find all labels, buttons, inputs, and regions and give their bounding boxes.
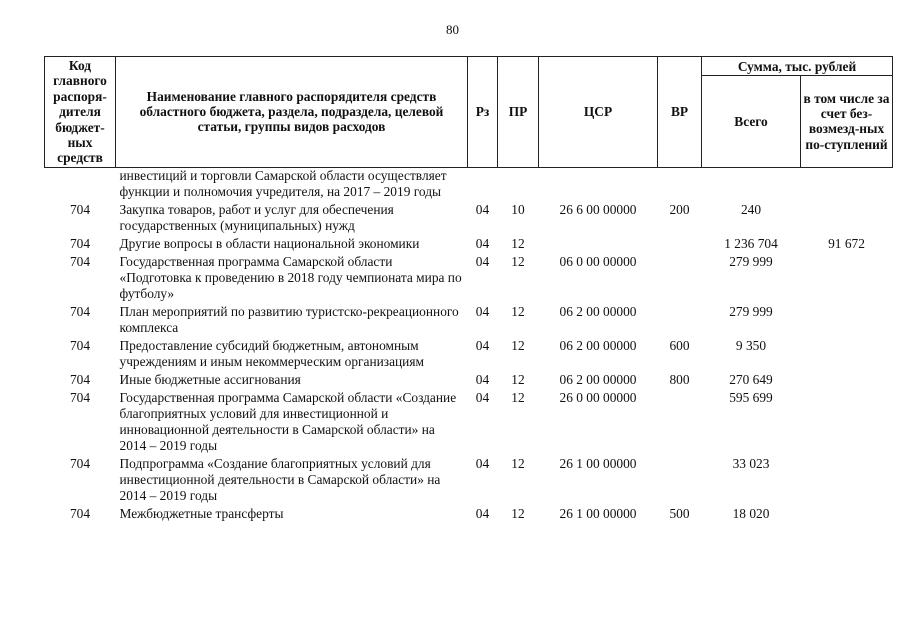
cell-csr: 06 2 00 00000 <box>559 371 637 387</box>
table-row <box>45 506 893 524</box>
cell-vr <box>658 456 702 506</box>
cell-csr: 26 1 00 00000 <box>559 455 637 471</box>
cell-pr: 12 <box>511 371 525 387</box>
cell-name: Государственная программа Самарской области «Создание благоприятных условий для инвестиционной и инновационной деятельности в Самарской области» на 2014 – 2019 годы <box>119 389 457 453</box>
cell-name: Закупка товаров, работ и услуг для обеспечения государственных (муниципальных) нужд <box>119 201 394 233</box>
header-vr: ВР <box>658 57 702 168</box>
table-row <box>45 236 893 254</box>
cell-pr: 12 <box>511 235 525 251</box>
cell-total: 1 236 704 <box>724 235 778 251</box>
page-number: 80 <box>446 22 459 37</box>
budget-table <box>44 56 893 524</box>
header-csr: ЦСР <box>539 57 658 168</box>
cell-vr <box>658 254 702 304</box>
cell-free: 91 672 <box>828 235 865 251</box>
cell-rz: 04 <box>475 303 490 319</box>
cell-rz: 04 <box>475 337 490 353</box>
header-free: в том числе за счет без-возмезд-ных по-ступлений <box>801 76 893 168</box>
cell-vr <box>658 167 702 202</box>
cell-code: 704 <box>69 201 91 217</box>
table-row <box>45 372 893 390</box>
cell-name: Предоставление субсидий бюджетным, автономным учреждениям и иным некоммерческим организациям <box>119 337 424 369</box>
cell-rz: 04 <box>475 505 490 521</box>
table-row <box>45 338 893 372</box>
cell-free <box>801 390 893 456</box>
header-sum: Сумма, тыс. рублей <box>702 57 893 76</box>
cell-csr: 06 2 00 00000 <box>559 337 637 353</box>
header-rz: Рз <box>468 57 498 168</box>
cell-code: 704 <box>69 235 91 251</box>
cell-free <box>801 254 893 304</box>
cell-pr: 12 <box>511 505 525 521</box>
cell-rz: 04 <box>475 389 490 405</box>
cell-code <box>45 167 116 202</box>
cell-pr: 10 <box>511 201 525 217</box>
cell-code: 704 <box>69 389 91 405</box>
cell-pr: 12 <box>511 389 525 405</box>
cell-pr: 12 <box>511 455 525 471</box>
header-name: Наименование главного распорядителя средств областного бюджета, раздела, подраздела, целевой статьи, группы видов расходов <box>116 57 468 168</box>
cell-code: 704 <box>69 337 91 353</box>
header-total: Всего <box>702 76 801 168</box>
cell-total: 33 023 <box>732 455 770 471</box>
cell-pr: 12 <box>511 337 525 353</box>
cell-rz: 04 <box>475 201 490 217</box>
cell-code: 704 <box>69 253 91 269</box>
cell-pr: 12 <box>511 253 525 269</box>
cell-total: 279 999 <box>729 303 773 319</box>
cell-rz: 04 <box>475 253 490 269</box>
table-row <box>45 202 893 236</box>
cell-rz: 04 <box>475 235 490 251</box>
cell-name: инвестиций и торговли Самарской области осуществляет функции и полномочия учредителя, на 2017 – 2019 годы <box>119 167 447 199</box>
cell-code: 704 <box>69 303 91 319</box>
cell-free <box>801 304 893 338</box>
cell-rz: 04 <box>475 455 490 471</box>
cell-code: 704 <box>69 455 91 471</box>
cell-name: Другие вопросы в области национальной экономики <box>119 235 420 251</box>
table-body <box>45 167 893 524</box>
cell-rz: 04 <box>475 371 490 387</box>
cell-csr: 26 0 00 00000 <box>559 389 637 405</box>
cell-vr: 800 <box>669 371 690 387</box>
table-row <box>45 390 893 456</box>
cell-csr <box>539 236 658 254</box>
cell-total: 240 <box>740 201 762 217</box>
table-header <box>45 57 893 168</box>
cell-vr <box>658 304 702 338</box>
cell-csr: 26 1 00 00000 <box>559 505 637 521</box>
table-row <box>45 456 893 506</box>
cell-total <box>702 167 801 202</box>
cell-vr: 200 <box>669 201 690 217</box>
cell-free <box>801 338 893 372</box>
cell-vr <box>658 390 702 456</box>
table-row <box>45 304 893 338</box>
cell-free <box>801 456 893 506</box>
cell-vr: 500 <box>669 505 690 521</box>
cell-total: 9 350 <box>735 337 767 353</box>
cell-free <box>801 372 893 390</box>
cell-code: 704 <box>69 505 91 521</box>
table-row <box>45 254 893 304</box>
cell-csr <box>539 167 658 202</box>
cell-pr <box>498 167 539 202</box>
cell-name: Государственная программа Самарской области «Подготовка к проведению в 2018 году чемпионата мира по футболу» <box>119 253 462 301</box>
cell-total: 279 999 <box>729 253 773 269</box>
cell-total: 595 699 <box>729 389 773 405</box>
cell-csr: 26 6 00 00000 <box>559 201 637 217</box>
cell-free <box>801 506 893 524</box>
cell-name: Иные бюджетные ассигнования <box>119 371 301 387</box>
cell-name: Межбюджетные трансферты <box>119 505 284 521</box>
cell-vr: 600 <box>669 337 690 353</box>
cell-csr: 06 0 00 00000 <box>559 253 637 269</box>
header-pr: ПР <box>498 57 539 168</box>
cell-total: 18 020 <box>732 505 770 521</box>
cell-name: План мероприятий по развитию туристско-рекреационного комплекса <box>119 303 459 335</box>
cell-csr: 06 2 00 00000 <box>559 303 637 319</box>
header-code: Код главного распоря-дителя бюджет-ных средств <box>45 57 116 168</box>
cell-code: 704 <box>69 371 91 387</box>
cell-free <box>801 202 893 236</box>
cell-rz <box>468 167 498 202</box>
table-row <box>45 167 893 202</box>
cell-pr: 12 <box>511 303 525 319</box>
cell-vr <box>658 236 702 254</box>
cell-name: Подпрограмма «Создание благоприятных условий для инвестиционной деятельности в Самарской области» на 2014 – 2019 годы <box>119 455 441 503</box>
cell-free <box>801 167 893 202</box>
cell-total: 270 649 <box>729 371 773 387</box>
